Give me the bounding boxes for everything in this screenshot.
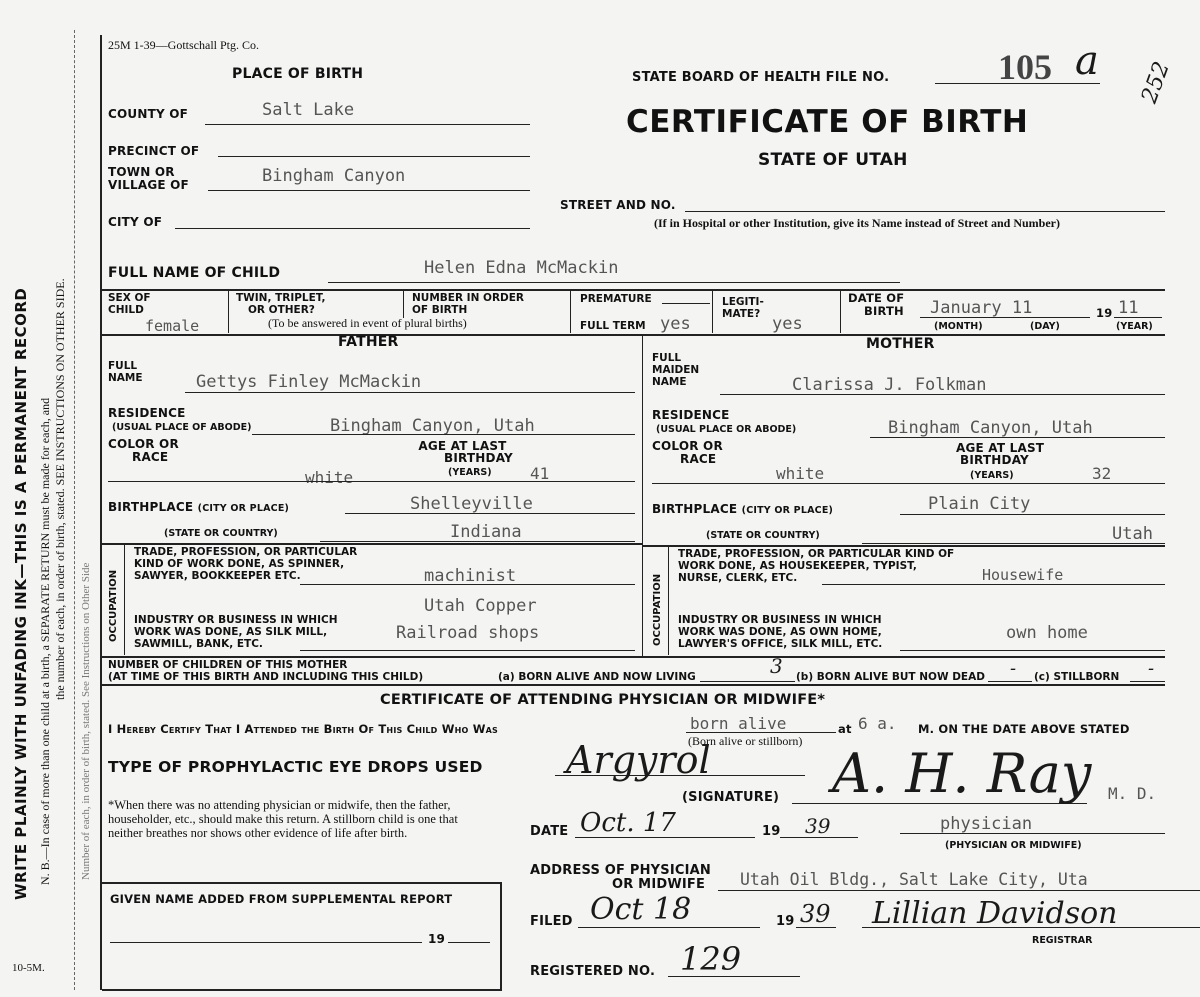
county-value: Salt Lake bbox=[262, 100, 355, 120]
mother-age-years-label: (YEARS) bbox=[970, 470, 1014, 481]
mother-state-label: (STATE OR COUNTRY) bbox=[706, 530, 820, 541]
certify-year-value: 39 bbox=[805, 814, 831, 838]
stillborn-label: (c) STILLBORN bbox=[1034, 671, 1120, 683]
town-value: Bingham Canyon bbox=[262, 166, 406, 186]
registered-number-value: 129 bbox=[680, 940, 742, 978]
registrar-label: REGISTRAR bbox=[1032, 935, 1093, 946]
precinct-label: PRECINCT OF bbox=[108, 144, 200, 158]
date-of-birth-label: DATE OF BIRTH bbox=[848, 291, 905, 318]
mother-age-value: 32 bbox=[1092, 464, 1112, 483]
birth-order-label: NUMBER IN ORDER OF BIRTH bbox=[412, 292, 525, 316]
sex-value: female bbox=[145, 317, 200, 335]
born-alive-label: (a) BORN ALIVE AND NOW LIVING bbox=[498, 671, 696, 683]
full-term-value: yes bbox=[660, 314, 691, 334]
father-abode-label: (USUAL PLACE OF ABODE) bbox=[112, 422, 252, 433]
nb-instruction-line-2: the number of each, in order of birth, stated. SEE INSTRUCTIONS ON OTHER SIDE. bbox=[53, 278, 67, 700]
born-alive-value: 3 bbox=[770, 654, 783, 678]
file-number-value: 105 bbox=[998, 47, 1052, 87]
mother-trade-label: TRADE, PROFESSION, OR PARTICULAR KIND OF WORK DONE, AS HOUSEKEEPER, TYPIST, NURSE, CLERK, ETC. bbox=[678, 548, 955, 584]
registrar-signature: Lillian Davidson bbox=[872, 896, 1118, 931]
address-value: Utah Oil Bldg., Salt Lake City, Uta bbox=[740, 870, 1088, 889]
physician-heading: CERTIFICATE OF ATTENDING PHYSICIAN OR MIDWIFE* bbox=[380, 692, 826, 708]
mother-name-label: FULL MAIDEN NAME bbox=[652, 352, 700, 388]
street-note: (If in Hospital or other Institution, give its Name instead of Street and Number) bbox=[654, 216, 1060, 230]
father-heading: FATHER bbox=[338, 334, 399, 350]
form-code: 10-5M. bbox=[12, 962, 45, 974]
mother-industry-value: own home bbox=[1006, 623, 1088, 643]
faint-margin-text: Number of each, in order of birth, stated. See Instructions on Other Side bbox=[80, 562, 92, 880]
permanent-record-notice: WRITE PLAINLY WITH UNFADING INK—THIS IS A PERMANENT RECORD bbox=[12, 287, 30, 900]
corner-number: 252 bbox=[1137, 58, 1175, 107]
dob-year-prefix: 19 bbox=[1096, 306, 1113, 320]
city-label: CITY OF bbox=[108, 215, 163, 229]
filed-label: FILED bbox=[530, 914, 573, 929]
physician-role-value: physician bbox=[940, 814, 1033, 834]
plural-births-note: (To be answered in event of plural births) bbox=[268, 316, 467, 330]
place-of-birth-heading: PLACE OF BIRTH bbox=[232, 66, 364, 82]
filed-year-value: 39 bbox=[800, 900, 831, 928]
mother-trade-value: Housewife bbox=[982, 566, 1064, 584]
filed-year-prefix: 19 bbox=[776, 914, 795, 929]
father-color-value: white bbox=[305, 468, 354, 487]
nb-instruction-line-1: N. B.—In case of more than one child at a birth, a SEPARATE RETURN must be made for each, and bbox=[38, 397, 52, 885]
signature-label: (SIGNATURE) bbox=[682, 790, 780, 805]
footnote: *When there was no attending physician or midwife, then the father, householder, etc., should make this return. A stillborn child is one that neither breathes nor shows other evidence of life after birth. bbox=[108, 798, 458, 840]
file-number-label: STATE BOARD OF HEALTH FILE NO. bbox=[632, 70, 890, 85]
father-occupation-label: OCCUPATION bbox=[108, 569, 119, 642]
supplemental-year-prefix: 19 bbox=[428, 932, 446, 946]
perforation-line bbox=[74, 30, 75, 990]
county-label: COUNTY OF bbox=[108, 107, 189, 121]
mother-heading: MOTHER bbox=[866, 336, 935, 352]
father-birthplace-label: BIRTHPLACE (CITY OR PLACE) bbox=[108, 500, 290, 514]
premature-label: PREMATURE bbox=[580, 293, 652, 305]
street-label: STREET AND NO. bbox=[560, 198, 676, 212]
year-label: (YEAR) bbox=[1116, 321, 1153, 332]
date-of-birth-value: January 11 bbox=[930, 298, 1033, 318]
mother-state-value: Utah bbox=[1112, 524, 1153, 544]
mother-color-label: COLOR OR RACE bbox=[652, 439, 723, 466]
address-label: ADDRESS OF PHYSICIAN OR MIDWIFE bbox=[530, 863, 711, 892]
physician-signature: A. H. Ray bbox=[832, 742, 1092, 805]
children-count-label: NUMBER OF CHILDREN OF THIS MOTHER (AT TIME OF THIS BIRTH AND INCLUDING THIS CHILD) bbox=[108, 659, 424, 683]
full-term-label: FULL TERM bbox=[580, 320, 646, 332]
mother-birthplace-value: Plain City bbox=[928, 494, 1031, 514]
certificate-subtitle: STATE OF UTAH bbox=[758, 150, 908, 170]
sex-label: SEX OF CHILD bbox=[108, 292, 151, 316]
certificate-title: CERTIFICATE OF BIRTH bbox=[626, 104, 1029, 140]
twin-label: TWIN, TRIPLET, OR OTHER? bbox=[236, 292, 326, 316]
father-name-value: Gettys Finley McMackin bbox=[196, 372, 422, 392]
certify-date-label: DATE bbox=[530, 824, 569, 839]
mother-residence-label: RESIDENCE bbox=[652, 408, 730, 422]
eye-drops-label: TYPE OF PROPHYLACTIC EYE DROPS USED bbox=[108, 758, 483, 776]
md-label: M. D. bbox=[1108, 784, 1157, 803]
born-status-value: born alive bbox=[690, 714, 787, 733]
at-label: at bbox=[838, 722, 852, 736]
father-residence-value: Bingham Canyon, Utah bbox=[330, 416, 535, 436]
mother-color-value: white bbox=[776, 464, 825, 483]
mother-residence-value: Bingham Canyon, Utah bbox=[888, 418, 1093, 438]
father-state-value: Indiana bbox=[450, 522, 522, 542]
father-trade-value: machinist bbox=[424, 566, 517, 586]
father-state-label: (STATE OR COUNTRY) bbox=[164, 528, 278, 539]
father-birthplace-value: Shelleyville bbox=[410, 494, 533, 514]
father-residence-label: RESIDENCE bbox=[108, 406, 186, 420]
legitimate-label: LEGITI- MATE? bbox=[722, 296, 764, 320]
mother-occupation-label: OCCUPATION bbox=[652, 573, 663, 646]
stillborn-value: - bbox=[1148, 658, 1155, 679]
father-age-years-label: (YEARS) bbox=[448, 467, 492, 478]
father-industry-value-1: Utah Copper bbox=[424, 596, 537, 616]
certify-date-value: Oct. 17 bbox=[580, 808, 676, 838]
file-number-suffix: a bbox=[1075, 38, 1099, 84]
mother-age-label: AGE AT LAST BIRTHDAY bbox=[956, 441, 1045, 467]
registered-number-label: REGISTERED NO. bbox=[530, 964, 656, 979]
supplemental-label: GIVEN NAME ADDED FROM SUPPLEMENTAL REPORT bbox=[110, 892, 453, 906]
after-time-label: M. ON THE DATE ABOVE STATED bbox=[918, 722, 1130, 736]
mother-name-value: Clarissa J. Folkman bbox=[792, 375, 987, 395]
certify-year-prefix: 19 bbox=[762, 824, 781, 839]
printer-imprint: 25M 1-39—Gottschall Ptg. Co. bbox=[108, 38, 260, 52]
dob-year-value: 11 bbox=[1118, 298, 1139, 318]
physician-role-label: (PHYSICIAN OR MIDWIFE) bbox=[945, 840, 1082, 851]
child-full-name-value: Helen Edna McMackin bbox=[424, 258, 619, 278]
born-status-note: (Born alive or stillborn) bbox=[688, 734, 803, 748]
filed-date-value: Oct 18 bbox=[590, 892, 692, 927]
legitimate-value: yes bbox=[772, 314, 803, 334]
month-label: (MONTH) bbox=[934, 321, 983, 332]
father-age-value: 41 bbox=[530, 464, 550, 483]
mother-industry-label: INDUSTRY OR BUSINESS IN WHICH WORK WAS DONE, AS OWN HOME, LAWYER'S OFFICE, SILK MILL, ETC. bbox=[678, 614, 883, 650]
left-border-line bbox=[100, 35, 102, 990]
town-label: TOWN OR VILLAGE OF bbox=[108, 165, 189, 192]
father-industry-value-2: Railroad shops bbox=[396, 623, 540, 643]
born-dead-value: - bbox=[1010, 658, 1017, 679]
father-age-label: AGE AT LAST BIRTHDAY bbox=[418, 439, 513, 465]
day-label: (DAY) bbox=[1030, 321, 1060, 332]
father-name-label: FULL NAME bbox=[108, 360, 143, 384]
birth-time-value: 6 a. bbox=[858, 714, 897, 733]
mother-birthplace-label: BIRTHPLACE (CITY OR PLACE) bbox=[652, 502, 834, 516]
father-color-label: COLOR OR RACE bbox=[108, 437, 179, 464]
father-trade-label: TRADE, PROFESSION, OR PARTICULAR KIND OF WORK DONE, AS SPINNER, SAWYER, BOOKKEEPER ETC. bbox=[134, 546, 358, 582]
mother-abode-label: (USUAL PLACE OR ABODE) bbox=[656, 424, 797, 435]
born-dead-label: (b) BORN ALIVE BUT NOW DEAD bbox=[796, 671, 985, 683]
child-full-name-label: FULL NAME OF CHILD bbox=[108, 265, 281, 281]
certify-statement: I Hereby Certify That I Attended the Birth Of This Child Who Was bbox=[108, 722, 498, 736]
father-industry-label: INDUSTRY OR BUSINESS IN WHICH WORK WAS DONE, AS SILK MILL, SAWMILL, BANK, ETC. bbox=[134, 614, 338, 650]
eye-drops-value: Argyrol bbox=[566, 738, 711, 782]
